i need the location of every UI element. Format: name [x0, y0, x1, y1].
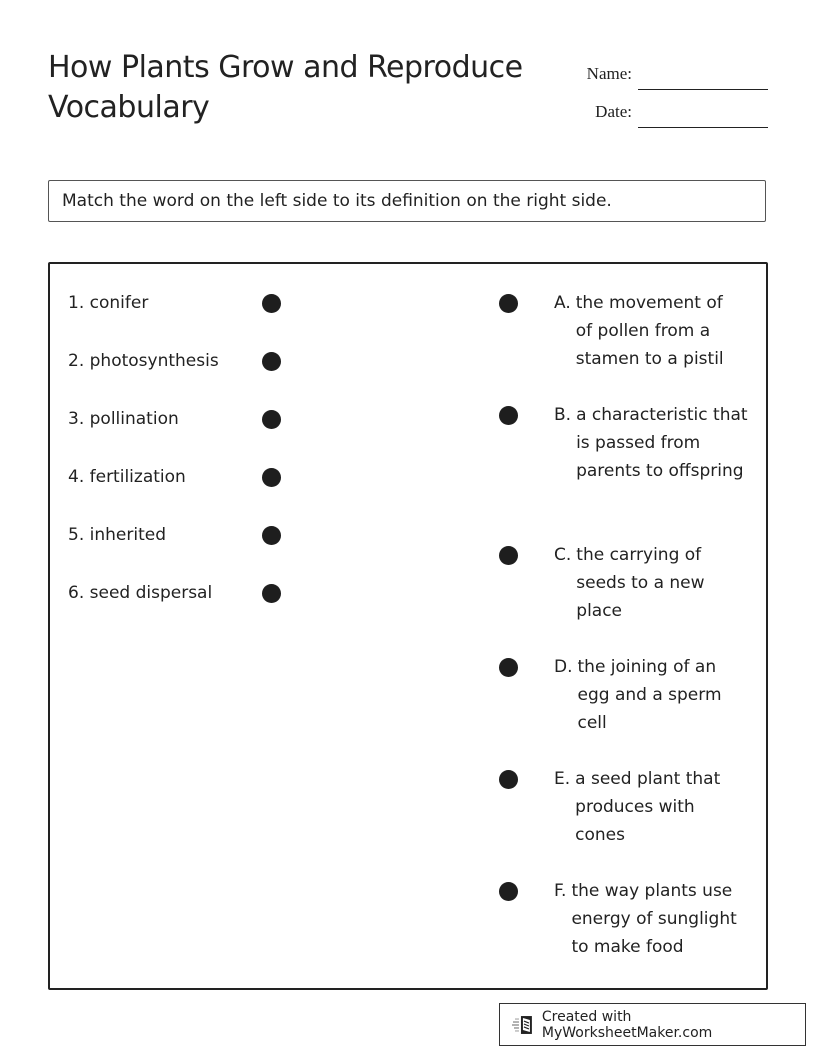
word-item: 6. seed dispersal [68, 583, 213, 603]
definition-item [554, 289, 736, 373]
definition-item [554, 877, 754, 961]
definition-letter: C. [554, 545, 572, 565]
name-field[interactable] [638, 65, 768, 90]
definition-item [554, 541, 719, 625]
word-item: 1. conifer [68, 293, 149, 313]
word-item: 5. inherited [68, 525, 166, 545]
definition-text: the movement of of pollen from a stamen to a pistil [575, 293, 724, 369]
definition-letter: A. [554, 293, 571, 313]
word-item: 3. pollination [68, 409, 179, 429]
word-match-dot[interactable] [262, 410, 281, 429]
definition-text: the carrying of seeds to a new place [576, 545, 705, 621]
date-row [568, 90, 768, 128]
name-label: Name: [586, 64, 632, 83]
date-field[interactable] [638, 103, 768, 128]
definition-letter: F. [554, 881, 567, 901]
word-match-dot[interactable] [262, 526, 281, 545]
definition-match-dot[interactable] [499, 882, 518, 901]
date-label: Date: [595, 102, 632, 121]
definition-match-dot[interactable] [499, 658, 518, 677]
definition-letter: D. [554, 657, 573, 677]
definition-text: a seed plant that produces with cones [575, 769, 721, 845]
worksheet-logo-icon [512, 1014, 536, 1036]
footer-credit[interactable] [499, 1003, 806, 1046]
instructions-text: Match the word on the left side to its definition on the right side. [62, 191, 612, 211]
word-match-dot[interactable] [262, 584, 281, 603]
definition-text: the way plants use energy of sunglight to make food [571, 881, 737, 957]
instructions-box [48, 180, 766, 222]
definition-match-dot[interactable] [499, 294, 518, 313]
definition-text: a characteristic that is passed from parents to offspring [576, 405, 748, 481]
word-match-dot[interactable] [262, 468, 281, 487]
word-match-dot[interactable] [262, 352, 281, 371]
word-item: 2. photosynthesis [68, 351, 219, 371]
name-row [568, 52, 768, 90]
definition-match-dot[interactable] [499, 770, 518, 789]
definition-match-dot[interactable] [499, 546, 518, 565]
word-match-dot[interactable] [262, 294, 281, 313]
page-title: How Plants Grow and Reproduce Vocabulary [48, 50, 523, 125]
matching-area [48, 262, 768, 990]
definition-text: the joining of an egg and a sperm cell [577, 657, 722, 733]
word-item: 4. fertilization [68, 467, 186, 487]
definition-match-dot[interactable] [499, 406, 518, 425]
definition-letter: E. [554, 769, 571, 789]
definition-item [554, 401, 754, 485]
definition-item [554, 653, 734, 737]
footer-text: Created with MyWorksheetMaker.com [541, 1008, 713, 1041]
definition-letter: B. [554, 405, 572, 425]
student-info [568, 52, 768, 128]
definition-item [554, 765, 734, 849]
